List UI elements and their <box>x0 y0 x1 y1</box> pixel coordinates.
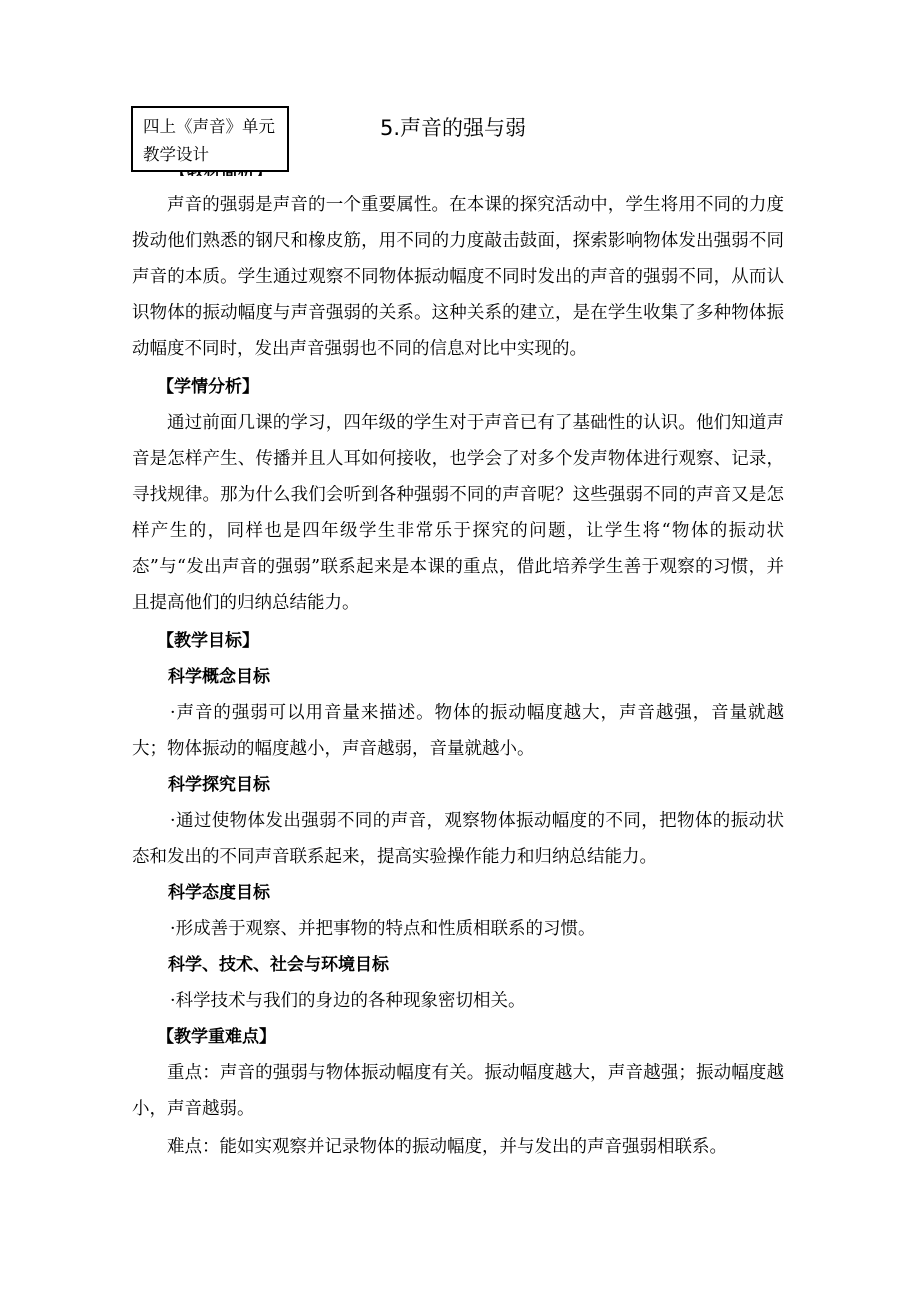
material-analysis-paragraph: 声音的强弱是声音的一个重要属性。在本课的探究活动中，学生将用不同的力度拨动他们熟悉的钢尺和橡皮筋，用不同的力度敲击鼓面，探索影响物体发出强弱不同声音的本质。学生通过观察不同物体振动幅度不同时发出的声音的强弱不同，从而认识物体的振动幅度与声音强弱的关系。这种关系的建立，是在学生收集了多种物体振动幅度不同时，发出声音强弱也不同的信息对比中实现的。 <box>132 195 784 359</box>
student-analysis-paragraph: 通过前面几课的学习，四年级的学生对于声音已有了基础性的认识。他们知道声音是怎样产生、传播并且人耳如何接收，也学会了对多个发声物体进行观察、记录，寻找规律。那为什么我们会听到各种强弱不同的声音呢？这些强弱不同的声音又是怎样产生的，同样也是四年级学生非常乐于探究的问题，让学生将“物体的振动状态”与“发出声音的强弱”联系起来是本课的重点，借此培养学生善于观察的习惯，并且提高他们的归纳总结能力。 <box>132 413 784 613</box>
student-analysis-heading: 【学情分析】 <box>157 377 259 397</box>
inquiry-goal-text: ·通过使物体发出强弱不同的声音，观察物体振动幅度的不同，把物体的振动状态和发出的不同声音联系起来，提高实验操作能力和归纳总结能力。 <box>132 811 784 867</box>
attitude-goal-heading: 科学态度目标 <box>168 883 270 903</box>
attitude-goal-text: ·形成善于观察、并把事物的特点和性质相联系的习惯。 <box>170 919 596 939</box>
difficulty-text: 难点：能如实观察并记录物体的振动幅度，并与发出的声音强弱相联系。 <box>167 1137 727 1157</box>
teaching-goals-heading: 【教学目标】 <box>157 631 259 651</box>
unit-label-line2: 教学设计 <box>143 145 209 164</box>
stse-goal-heading: 科学、技术、社会与环境目标 <box>168 955 389 975</box>
unit-label-line1: 四上《声音》单元 <box>143 117 275 136</box>
unit-label-box <box>131 106 289 172</box>
document-body <box>132 187 784 1165</box>
concept-goal-heading: 科学概念目标 <box>168 667 270 687</box>
stse-goal-text: ·科学技术与我们的身边的各种现象密切相关。 <box>170 991 526 1011</box>
key-point-text: 重点：声音的强弱与物体振动幅度有关。振动幅度越大，声音越强；振动幅度越小，声音越弱。 <box>132 1063 784 1119</box>
key-points-heading: 【教学重难点】 <box>157 1027 276 1047</box>
concept-goal-text: ·声音的强弱可以用音量来描述。物体的振动幅度越大，声音越强，音量就越大；物体振动的幅度越小，声音越弱，音量就越小。 <box>132 703 784 759</box>
page-title: 5.声音的强与弱 <box>380 116 527 140</box>
inquiry-goal-heading: 科学探究目标 <box>168 775 270 795</box>
